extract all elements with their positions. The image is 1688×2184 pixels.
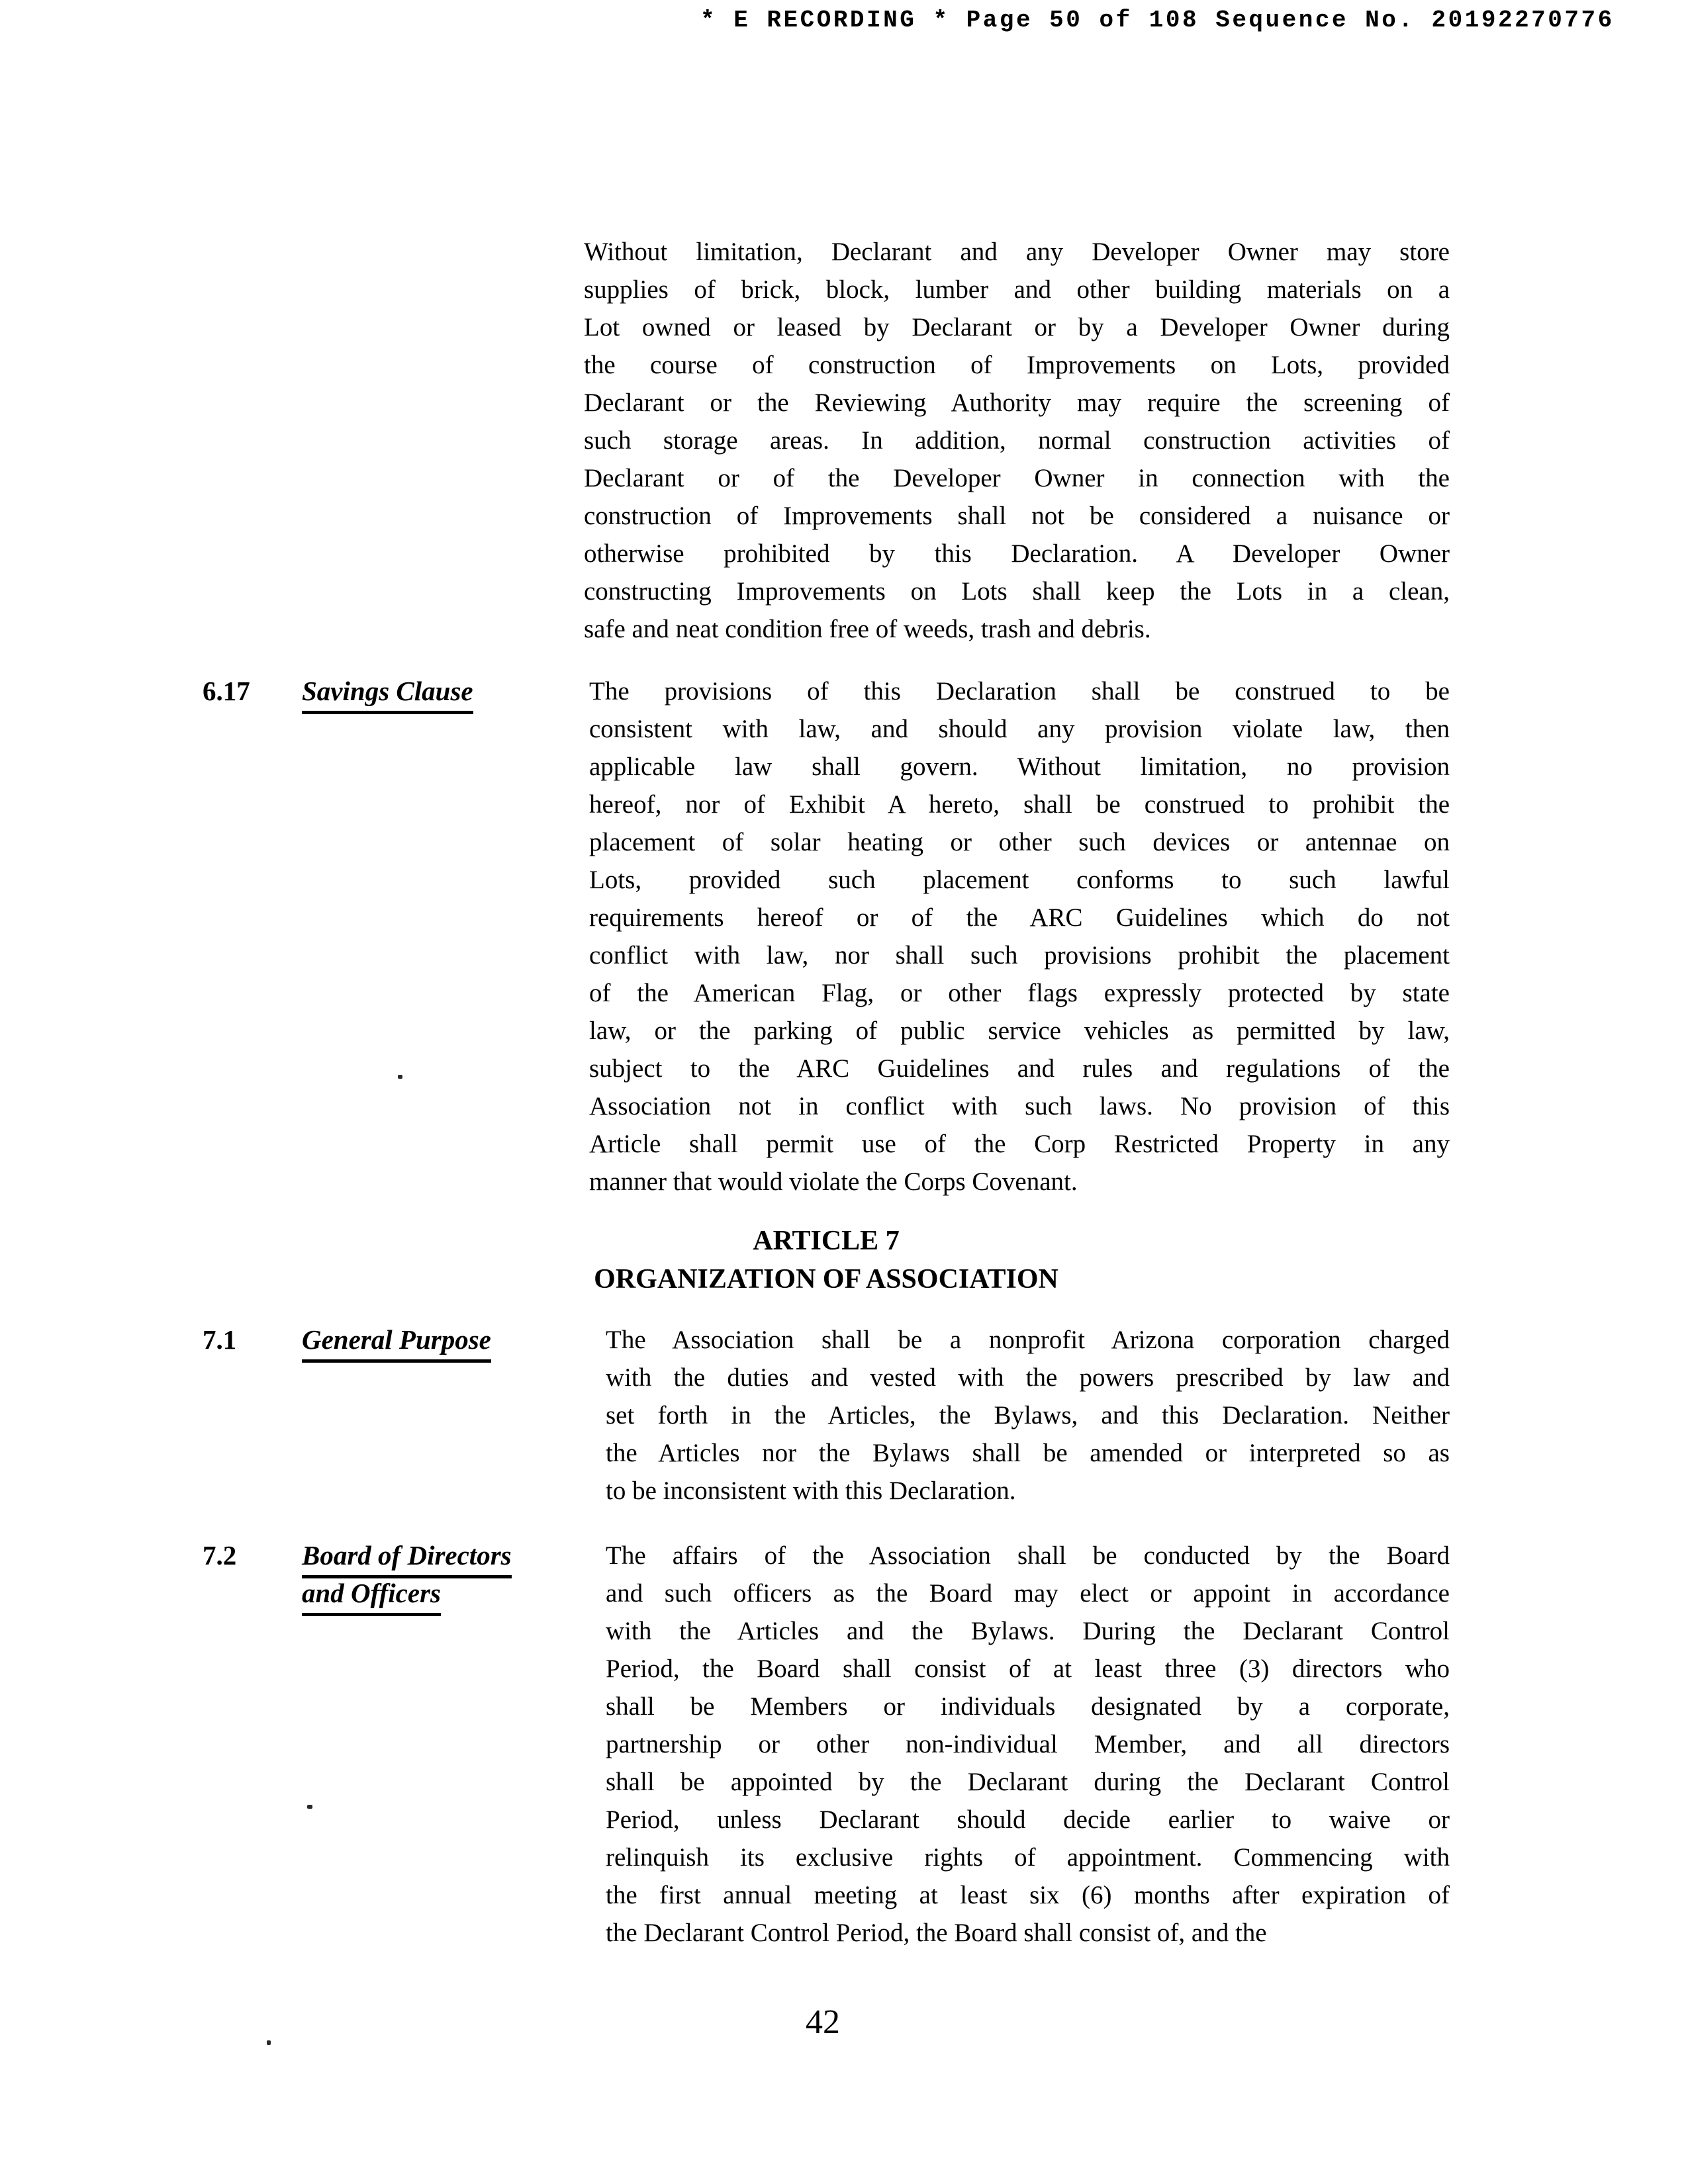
text-line: requirements hereof or of the ARC Guidelines which do not [589,903,1450,932]
text-line: Without limitation, Declarant and any Developer Owner may store [584,238,1450,266]
section-label-text: General Purpose [302,1321,491,1363]
text-line: construction of Improvements shall not be considered a nuisance or [584,502,1450,530]
page-number: 42 [806,2003,840,2041]
text-line: subject to the ARC Guidelines and rules and regulations of the [589,1054,1450,1083]
scan-speck [398,1075,402,1079]
section-number-72: 7.2 [203,1540,237,1570]
text-line: partnership or other non-individual Member, and all directors [606,1730,1450,1758]
section-72-paragraph [606,1537,1450,1952]
section-number-617: 6.17 [203,676,250,706]
text-line: Period, the Board shall consist of at least three (3) directors who [606,1655,1450,1683]
text-line: Declarant or the Reviewing Authority may require the screening of [584,388,1450,417]
text-line: placement of solar heating or other such devices or antennae on [589,828,1450,856]
article-7-title: ARTICLE 7 [753,1226,900,1256]
text-line: Lot owned or leased by Declarant or by a Developer Owner during [584,313,1450,341]
text-line: the Articles nor the Bylaws shall be amended or interpreted so as [606,1439,1450,1467]
text-line: law, or the parking of public service vehicles as permitted by law, [589,1017,1450,1045]
text-line: supplies of brick, block, lumber and other building materials on a [584,275,1450,304]
section-617-paragraph [589,672,1450,1201]
recording-header: * E RECORDING * Page 50 of 108 Sequence No. 20192270776 [700,7,1615,34]
text-line: with the Articles and the Bylaws. During the Declarant Control [606,1617,1450,1645]
section-label-general-purpose [302,1321,491,1363]
text-line: the first annual meeting at least six (6) months after expiration of [606,1881,1450,1909]
text-line: The Association shall be a nonprofit Arizona corporation charged [606,1326,1450,1354]
text-line: the Declarant Control Period, the Board shall consist of, and the [606,1919,1267,1947]
text-line: and such officers as the Board may elect or appoint in accordance [606,1579,1450,1608]
text-line: Article shall permit use of the Corp Restricted Property in any [589,1130,1450,1158]
text-line: consistent with law, and should any provision violate law, then [589,715,1450,743]
text-line: shall be appointed by the Declarant during the Declarant Control [606,1768,1450,1796]
section-label-savings-clause [302,672,473,714]
scan-speck [307,1805,312,1809]
text-line: the course of construction of Improvements on Lots, provided [584,351,1450,379]
text-line: Lots, provided such placement conforms to such lawful [589,866,1450,894]
text-line: shall be Members or individuals designated by a corporate, [606,1692,1450,1721]
text-line: such storage areas. In addition, normal construction activities of [584,426,1450,455]
text-line: of the American Flag, or other flags expressly protected by state [589,979,1450,1007]
section-71-paragraph [606,1321,1450,1510]
article-7-subtitle: ORGANIZATION OF ASSOCIATION [594,1264,1058,1295]
text-line: Declarant or of the Developer Owner in connection with the [584,464,1450,492]
text-line: relinquish its exclusive rights of appointment. Commencing with [606,1843,1450,1872]
section-label-text: Savings Clause [302,672,473,714]
text-line: safe and neat condition free of weeds, trash and debris. [584,615,1151,643]
section-number-71: 7.1 [203,1324,237,1355]
scan-speck [267,2040,271,2045]
text-line: conflict with law, nor shall such provisions prohibit the placement [589,941,1450,970]
text-line: set forth in the Articles, the Bylaws, and this Declaration. Neither [606,1401,1450,1430]
text-line: manner that would violate the Corps Covenant. [589,1167,1078,1196]
section-label-text-line-2: and Officers [302,1574,441,1616]
text-line: Association not in conflict with such laws. No provision of this [589,1092,1450,1120]
text-line: The affairs of the Association shall be conducted by the Board [606,1541,1450,1570]
text-line: with the duties and vested with the powers prescribed by law and [606,1363,1450,1392]
text-line: hereof, nor of Exhibit A hereto, shall be construed to prohibit the [589,790,1450,819]
text-line: The provisions of this Declaration shall be construed to be [589,677,1450,705]
text-line: otherwise prohibited by this Declaration. A Developer Owner [584,539,1450,568]
text-line: Period, unless Declarant should decide earlier to waive or [606,1805,1450,1834]
text-line: applicable law shall govern. Without limitation, no provision [589,752,1450,781]
section-label-text-line-1: Board of Directors [302,1537,512,1578]
section-label-board-of-directors [302,1537,512,1612]
intro-paragraph [584,233,1450,648]
text-line: constructing Improvements on Lots shall keep the Lots in a clean, [584,577,1450,606]
text-line: to be inconsistent with this Declaration. [606,1477,1016,1505]
